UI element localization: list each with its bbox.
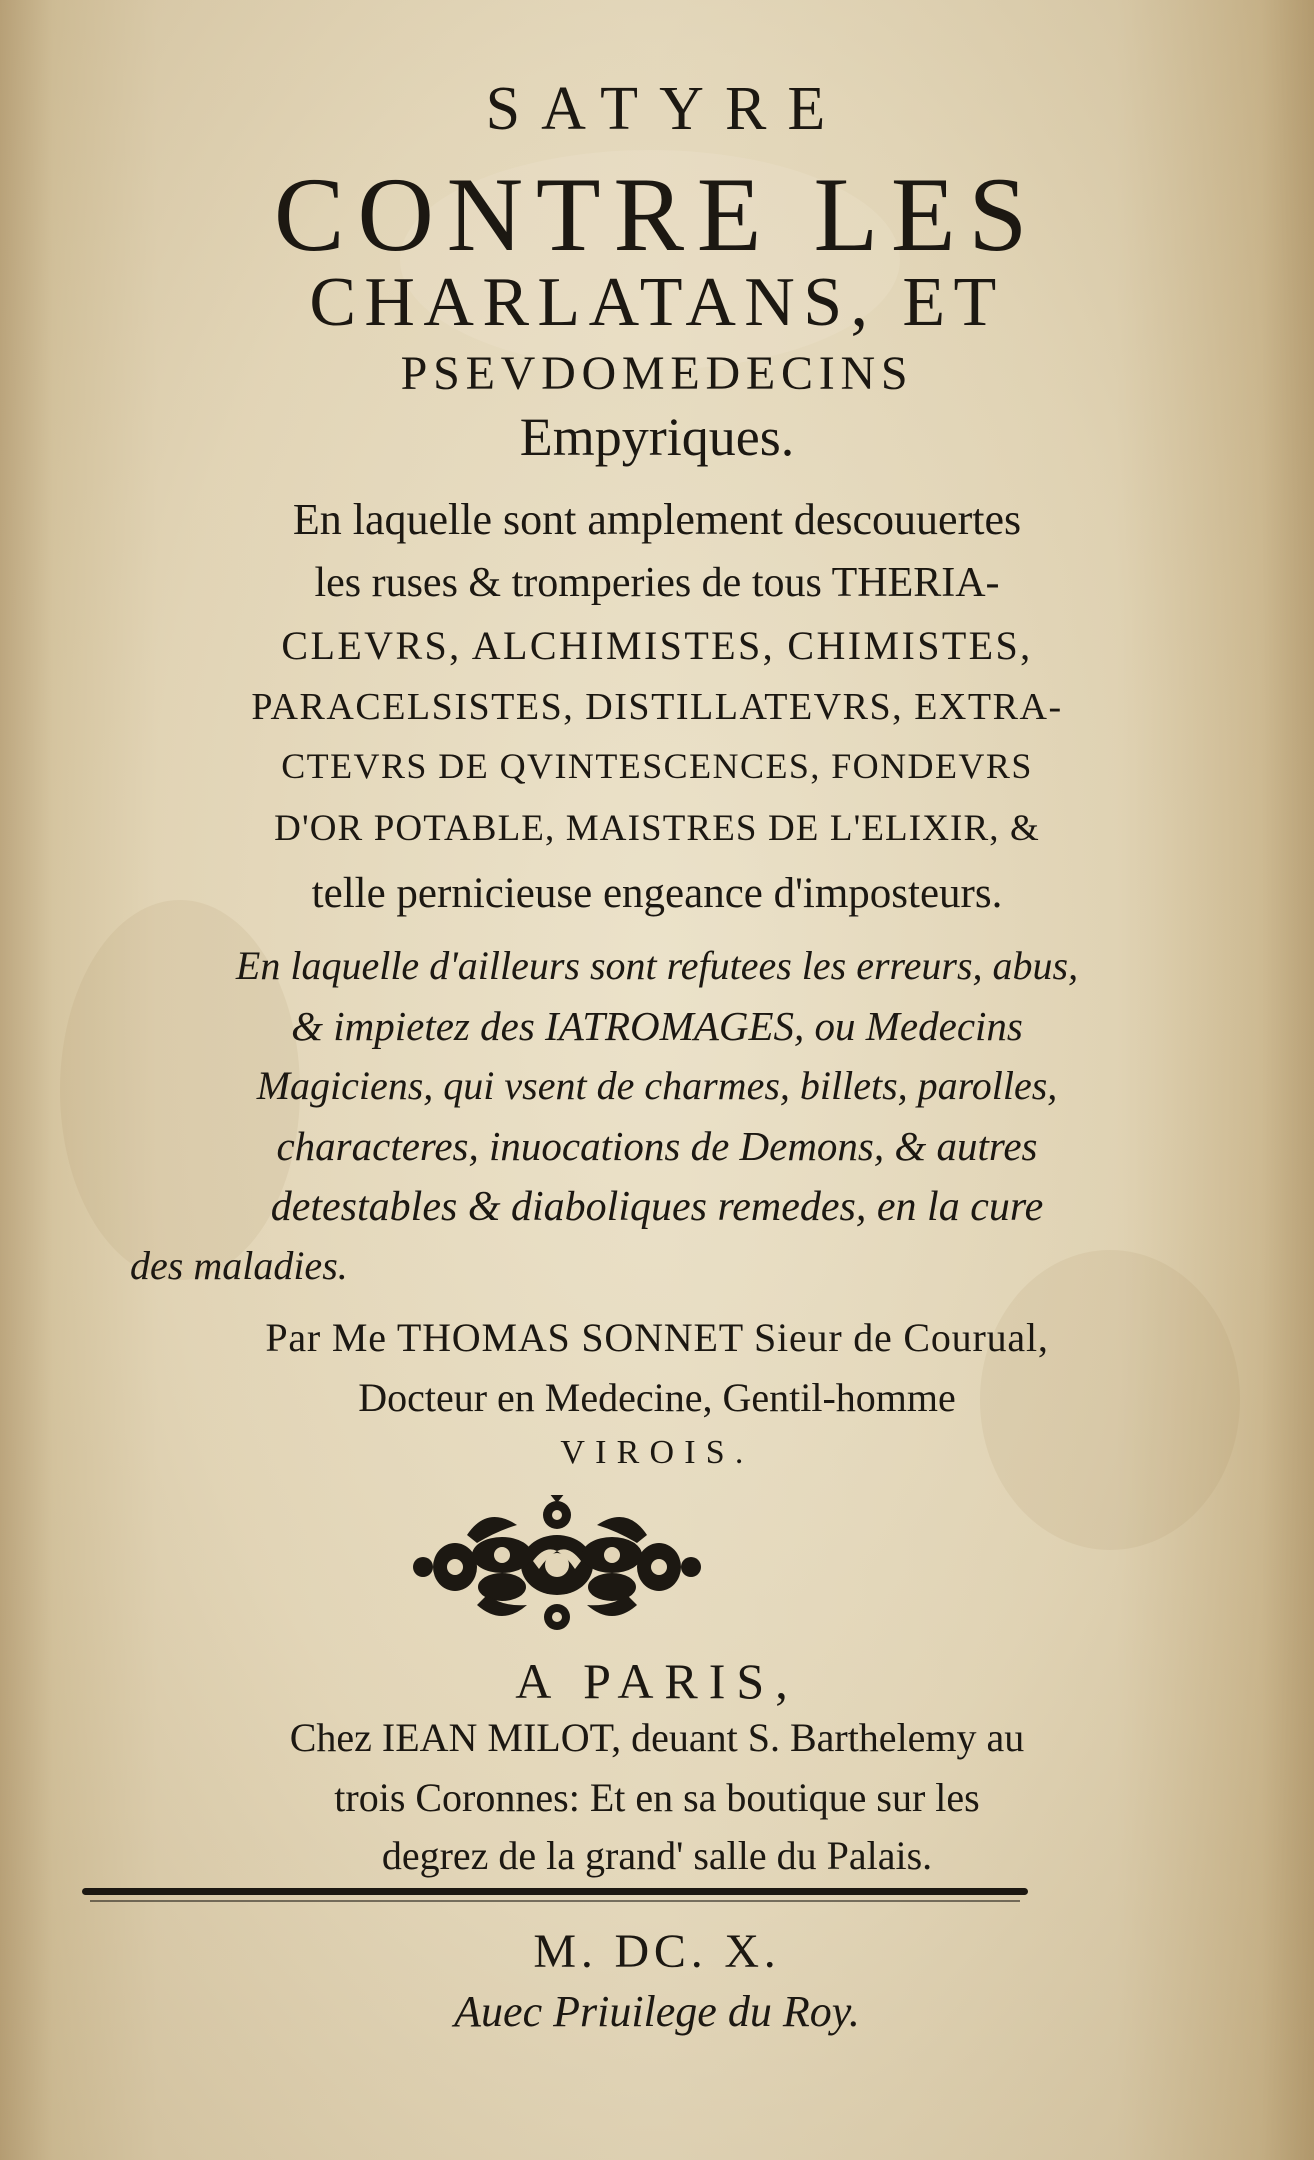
- italic-line-4: characteres, inuocations de Demons, & autres: [276, 1123, 1038, 1169]
- desc-line-2: les ruses & tromperies de tous THERIA-: [314, 560, 1000, 606]
- publication-date: M. DC. X.: [533, 1925, 781, 1978]
- author-line-1: Par Me THOMAS SONNET Sieur de Courual,: [265, 1315, 1049, 1360]
- title-pseudomedecins: PSEVDOMEDECINS: [400, 347, 914, 400]
- italic-line-6: des maladies.: [130, 1243, 348, 1288]
- italic-line-3: Magiciens, qui vsent de charmes, billets, parolles,: [256, 1063, 1058, 1108]
- desc-line-5: CTEVRS DE QVINTESCENCES, FONDEVRS: [281, 746, 1033, 786]
- italic-line-5: detestables & diaboliques remedes, en la cure: [270, 1184, 1044, 1230]
- title-satyre: SATYRE: [485, 75, 847, 143]
- horizontal-rule-thin: [90, 1900, 1020, 1902]
- desc-line-3: CLEVRS, ALCHIMISTES, CHIMISTES,: [281, 623, 1033, 668]
- imprint-line-3: degrez de la grand' salle du Palais.: [381, 1833, 933, 1878]
- imprint-line-2: trois Coronnes: Et en sa boutique sur les: [334, 1775, 980, 1820]
- italic-line-1: En laquelle d'ailleurs sont refutees les erreurs, abus,: [235, 943, 1079, 988]
- desc-line-4: PARACELSISTES, DISTILLATEVRS, EXTRA-: [251, 686, 1063, 728]
- desc-line-1: En laquelle sont amplement descouuertes: [292, 495, 1022, 544]
- privilege-line: Auec Priuilege du Roy.: [454, 1987, 860, 2036]
- fleuron-ornament: [407, 1495, 707, 1635]
- title-empyriques: Empyriques.: [519, 407, 795, 467]
- desc-line-6: D'OR POTABLE, MAISTRES DE L'ELIXIR, &: [274, 808, 1040, 849]
- horizontal-rule: [82, 1888, 1028, 1895]
- title-charlatans: CHARLATANS, ET: [309, 264, 1005, 341]
- imprint-line-1: Chez IEAN MILOT, deuant S. Barthelemy au: [289, 1715, 1025, 1760]
- author-line-2: Docteur en Medecine, Gentil-homme: [358, 1375, 956, 1420]
- imprint-city: A PARIS,: [515, 1653, 799, 1709]
- title-contre-les: CONTRE LES: [273, 156, 1041, 273]
- italic-line-2: & impietez des IATROMAGES, ou Medecins: [291, 1003, 1023, 1049]
- desc-line-7: telle pernicieuse engeance d'imposteurs.: [311, 870, 1003, 917]
- author-line-3: VIROIS.: [560, 1434, 754, 1471]
